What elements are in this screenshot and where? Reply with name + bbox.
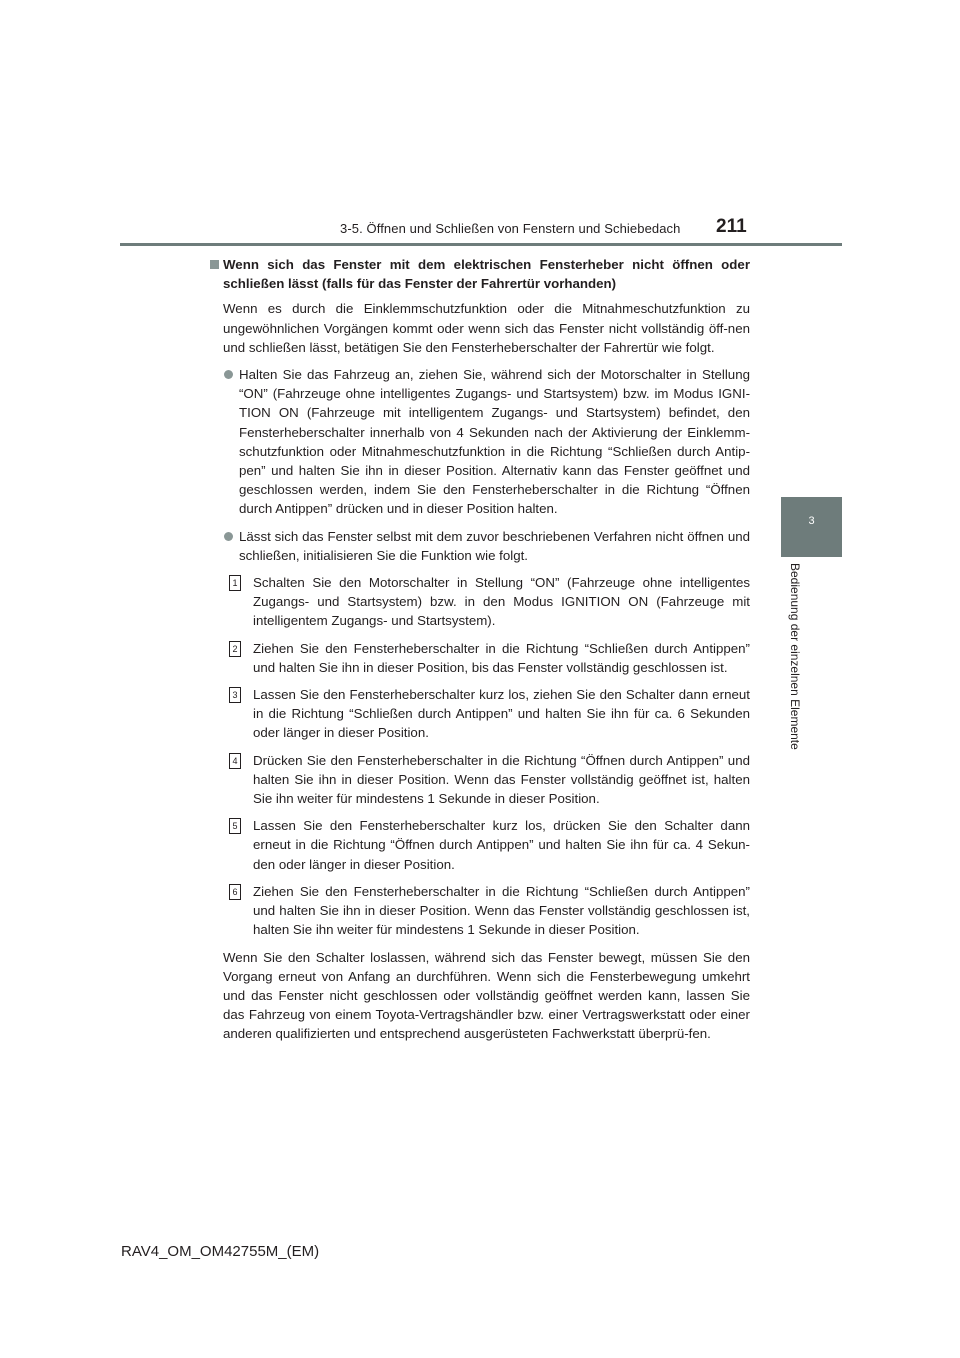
circle-bullet-icon (224, 532, 233, 541)
step-item (210, 751, 750, 809)
header-rule (120, 243, 842, 246)
step-item (210, 685, 750, 743)
page-number: 211 (716, 216, 747, 237)
step-number: 2 (229, 641, 241, 657)
bullet-text: Halten Sie das Fahrzeug an, ziehen Sie, während sich der Motorschalter in Stellung “ON” (Fahrzeuge ohne intelligentes Zugangs- und Startsystem) bzw. im Modus IGNI-TION ON (Fahrzeuge mit intelligentem Zugangs- und Startsystem) befindet, den Fensterheberschalter innerhalb von 4 Sekunden nach der Aktivierung der Einklemm-schutzfunktion oder Mitnahmeschutzfunktion in die Richtung “Schließen durch Antip-pen” und halten Sie ihn in dieser Position. Alternativ kann das Fenster geöffnet und geschlossen werden, indem Sie den Fensterheberschalter in die Richtung “Öffnen durch Antippen” drücken und in dieser Position halten. (239, 367, 750, 517)
step-text: Lassen Sie den Fensterheberschalter kurz los, drücken Sie den Schalter dann erneut in die Richtung “Öffnen durch Antippen” und halten Sie ihn für ca. 4 Sekun-den oder länger in dieser Position. (253, 818, 750, 872)
chapter-tab (781, 497, 842, 557)
step-text: Ziehen Sie den Fensterheberschalter in die Richtung “Schließen durch Antippen” und halten Sie ihn in dieser Position. Wenn das Fenster vollständig geschlossen ist, halten Sie ihn weiter für mindestens 1 Sekunde in dieser Position. (253, 883, 750, 938)
closing-paragraph: Wenn Sie den Schalter loslassen, während sich das Fenster bewegt, müssen Sie den Vorgang erneut von Anfang an durchführen. Wenn sich die Fensterbewegung umkehrt und das Fenster nicht geschlossen oder vollständig geöffnet werden kann, lassen Sie das Fahrzeug von einem Toyota-Vertragshändler bzw. einer Vertragswerkstatt oder einer anderen qualifizierten und entsprechend ausgerüsteten Fachwerkstatt überprü-fen. (223, 949, 750, 1042)
document-code: RAV4_OM_OM42755M_(EM) (121, 1243, 320, 1260)
step-number: 3 (229, 687, 241, 703)
step-number: 1 (229, 575, 241, 591)
square-marker-icon (210, 260, 219, 269)
step-text: Schalten Sie den Motorschalter in Stellung “ON” (Fahrzeuge ohne intelligentes Zugangs- und Startsystem) bzw. in den Modus IGNITION ON (Fahrzeuge mit intelligentem Zugangs- und Startsystem). (253, 575, 750, 629)
section-title: 3-5. Öffnen und Schließen von Fenstern und Schiebedach (340, 221, 681, 236)
chapter-number: 3 (808, 515, 815, 527)
chapter-side-label (786, 563, 806, 768)
step-item (210, 816, 750, 874)
chapter-title: Bedienung der einzelnen Elemente (788, 563, 802, 750)
step-text: Drücken Sie den Fensterheberschalter in die Richtung “Öffnen durch Antippen” und halten Sie ihn in dieser Position. Wenn das Fenster vollständig geöffnet ist, halten Sie ihn weiter für mindestens 1 Sekunde in dieser Position. (253, 752, 750, 807)
main-content (210, 255, 750, 1044)
step-number: 6 (229, 884, 241, 900)
intro-paragraph: Wenn es durch die Einklemmschutzfunktion oder die Mitnahmeschutzfunktion zu ungewöhnlichen Vorgängen kommt oder wenn sich das Fenster nicht vollständig öff-nen und schließen lässt, betätigen Sie den Fensterheberschalter der Fahrertür wie folgt. (223, 301, 750, 355)
bullet-item (210, 527, 750, 565)
step-text: Lassen Sie den Fensterheberschalter kurz los, ziehen Sie den Schalter dann erneut in die Richtung “Schließen durch Antippen” und halten Sie ihn für ca. 6 Sekunden oder länger in dieser Position. (253, 687, 750, 741)
step-item (210, 639, 750, 677)
step-number: 5 (229, 818, 241, 834)
step-number: 4 (229, 753, 241, 769)
step-text: Ziehen Sie den Fensterheberschalter in die Richtung “Schließen durch Antippen” und halten Sie ihn in dieser Position, bis das Fenster vollständig geschlossen ist. (253, 640, 750, 675)
step-item (210, 573, 750, 631)
circle-bullet-icon (224, 370, 233, 379)
heading-text: Wenn sich das Fenster mit dem elektrischen Fensterheber nicht öffnen oder schließen lässt (falls für das Fenster der Fahrertür vorhanden) (223, 257, 750, 292)
section-heading (210, 255, 750, 293)
bullet-text: Lässt sich das Fenster selbst mit dem zuvor beschriebenen Verfahren nicht öffnen und schließen, initialisieren Sie die Funktion wie folgt. (239, 528, 750, 563)
bullet-item (210, 365, 750, 519)
step-item (210, 882, 750, 940)
